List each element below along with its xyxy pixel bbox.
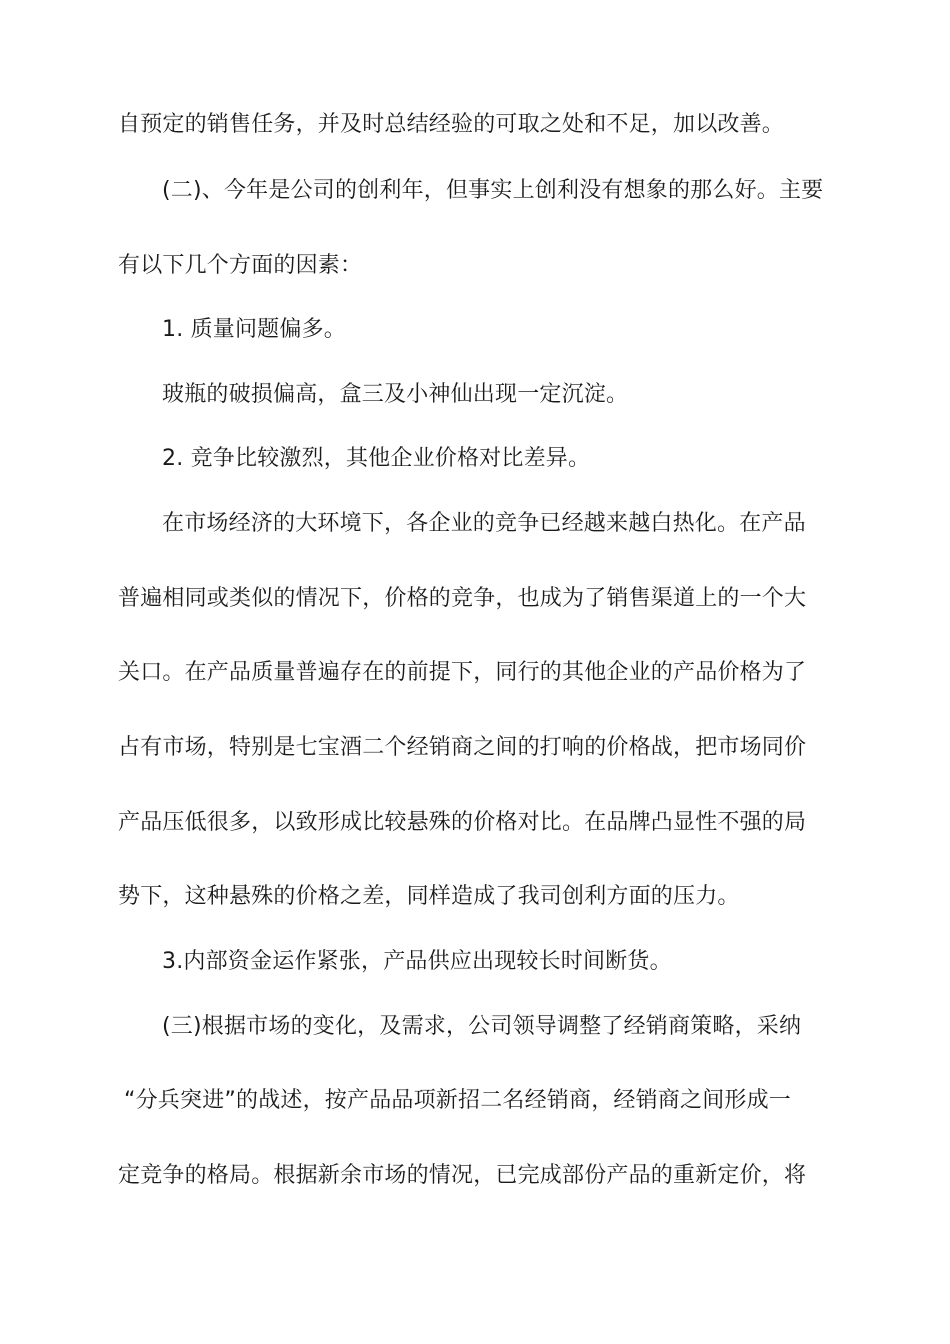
paragraph-line: 定竞争的格局。根据新余市场的情况，已完成部份产品的重新定价，将 — [118, 1163, 807, 1188]
paragraph-line: 有以下几个方面的因素： — [118, 253, 363, 278]
paragraph-line: (三)根据市场的变化，及需求，公司领导调整了经销商策略，采纳 — [162, 1014, 802, 1039]
paragraph-line: 玻瓶的破损偏高，盒三及小神仙出现一定沉淀。 — [162, 382, 629, 407]
paragraph-line: 关口。在产品质量普遍存在的前提下，同行的其他企业的产品价格为了 — [118, 660, 807, 685]
paragraph-line: 产品压低很多，以致形成比较悬殊的价格对比。在品牌凸显性不强的局 — [118, 810, 807, 835]
paragraph-line: 势下，这种悬殊的价格之差，同样造成了我司创利方面的压力。 — [118, 884, 740, 909]
paragraph-line: 占有市场，特别是七宝酒二个经销商之间的打响的价格战，把市场同价 — [118, 735, 807, 760]
paragraph-line: (二)、今年是公司的创利年，但事实上创利没有想象的那么好。主要 — [162, 178, 824, 203]
paragraph-line: 自预定的销售任务，并及时总结经验的可取之处和不足，加以改善。 — [118, 112, 785, 137]
list-item-heading: 2. 竞争比较激烈，其他企业价格对比差异。 — [162, 446, 591, 471]
list-item-heading: 1. 质量问题偏多。 — [162, 317, 346, 342]
paragraph-line: “分兵突进”的战述，按产品品项新招二名经销商，经销商之间形成一 — [124, 1088, 791, 1113]
paragraph-line: 在市场经济的大环境下，各企业的竞争已经越来越白热化。在产品 — [162, 511, 806, 536]
paragraph-line: 普遍相同或类似的情况下，价格的竞争，也成为了销售渠道上的一个大 — [118, 586, 807, 611]
list-item-heading: 3.内部资金运作紧张，产品供应出现较长时间断货。 — [162, 949, 672, 974]
